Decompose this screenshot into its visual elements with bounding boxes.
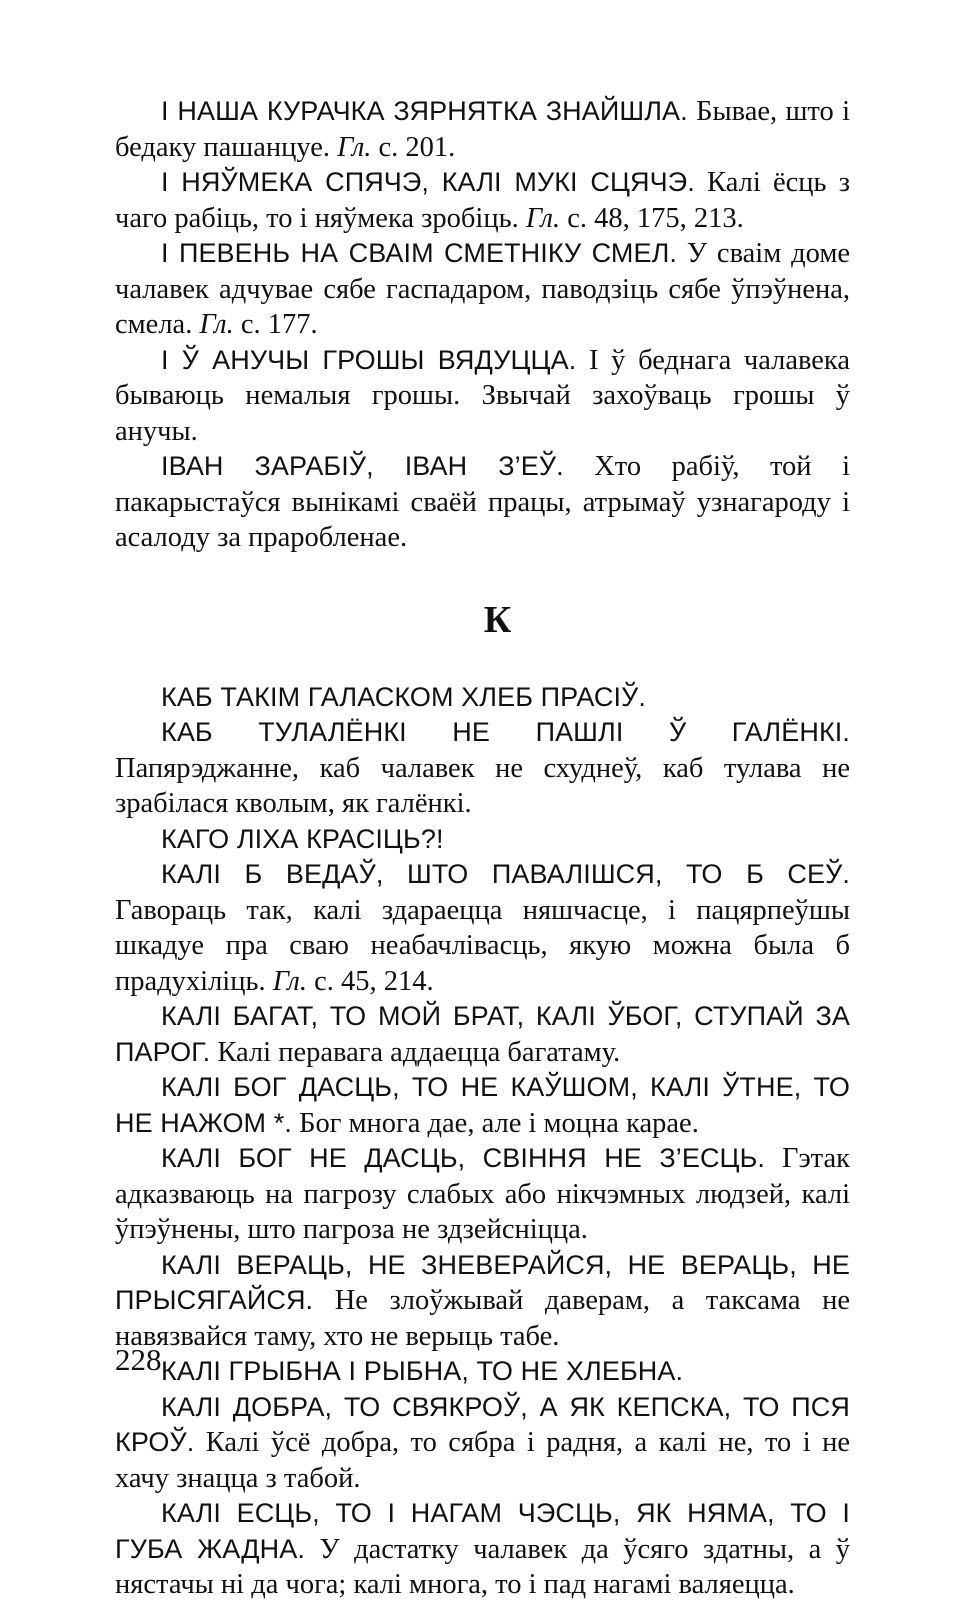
- entries-k: [115, 680, 850, 1603]
- entry-headword: КАЛІ БАГАТ, ТО МОЙ БРАТ, КАЛІ ЎБОГ, СТУПАЙ ЗА ПАРОГ.: [115, 1001, 850, 1067]
- entry-definition: Калі ўсё добра, то сябра і радня, а калі не, то і не хачу знацца з табой.: [115, 1427, 850, 1494]
- entry-headword: КАЛІ ВЕРАЦЬ, НЕ ЗНЕВЕРАЙСЯ, НЕ ВЕРАЦЬ, НЕ ПРЫСЯГАЙСЯ.: [115, 1249, 850, 1315]
- entry-headword: КАЛІ ЕСЦЬ, ТО І НАГАМ ЧЭСЦЬ, ЯК НЯМА, ТО І ГУБА ЖАДНА.: [115, 1498, 850, 1564]
- entry-headword: КАЛІ БОГ ДАСЦЬ, ТО НЕ КАЎШОМ, КАЛІ ЎТНЕ, ТО НЕ НАЖОМ *.: [115, 1072, 850, 1138]
- entry-cross-reference-pages: с. 45, 214.: [306, 965, 434, 997]
- entry-definition: Гэтак адказваюць на пагрозу слабых або нікчэмных людзей, калі ўпэўнены, што пагроза не здзейсніцца.: [115, 1143, 850, 1245]
- dictionary-entry: [115, 1070, 850, 1141]
- entry-cross-reference-label: Гл.: [199, 309, 234, 340]
- dictionary-entry: [115, 1496, 850, 1603]
- entry-definition: Бывае, што і бедаку пашанцуе.: [115, 96, 851, 163]
- dictionary-entry: [115, 1390, 850, 1497]
- dictionary-entry: [115, 857, 850, 999]
- entry-definition: У дастатку чалавек да ўсяго здатны, а ў нястачы ні да чога; калі многа, то і пад нагамі валяецца.: [115, 1533, 851, 1600]
- entry-cross-reference-pages: с. 48, 175, 213.: [560, 202, 744, 234]
- dictionary-entry: [115, 1354, 850, 1390]
- entry-headword: КАБ ТУЛАЛЁНКІ НЕ ПАШЛІ Ў ГАЛЁНКІ.: [161, 717, 850, 747]
- section-letter: К: [483, 598, 512, 641]
- entry-headword: І Ў АНУЧЫ ГРОШЫ ВЯДУЦЦА.: [161, 344, 577, 375]
- dictionary-entry: [115, 236, 850, 343]
- dictionary-page: [115, 94, 850, 1603]
- dictionary-entry: [115, 680, 850, 716]
- entry-headword: КАБ ТАКІМ ГАЛАСКОМ ХЛЕБ ПРАСІЎ.: [161, 681, 646, 712]
- entry-headword: КАЛІ ГРЫБНА І РЫБНА, ТО НЕ ХЛЕБНА.: [161, 1356, 684, 1386]
- entry-definition: Гавораць так, калі здараецца няшчасце, і пацярпеўшы шкадуе пра сваю неабачлівасць, якую можна была б прадухіліць.: [115, 894, 850, 997]
- entry-definition: Папярэджанне, каб чалавек не схуднеў, каб тулава не зрабілася кволым, як галёнкі.: [115, 752, 850, 819]
- entry-headword: КАЛІ ДОБРА, ТО СВЯКРОЎ, А ЯК КЕПСКА, ТО ПСЯ КРОЎ.: [115, 1391, 850, 1457]
- entry-definition: І ў беднага чалавека бываюць немалыя грошы. Звычай захоўваць грошы ў анучы.: [115, 344, 850, 447]
- entry-headword: І НАША КУРАЧКА ЗЯРНЯТКА ЗНАЙШЛА.: [161, 96, 688, 126]
- dictionary-entry: [115, 165, 850, 236]
- entry-definition: Бог многа дае, але і моцна карае.: [291, 1107, 699, 1139]
- entry-cross-reference-pages: с. 177.: [233, 309, 318, 340]
- dictionary-entry: [115, 343, 850, 450]
- entry-headword: І ПЕВЕНЬ НА СВАІМ СМЕТНІКУ СМЕЛ.: [161, 238, 677, 268]
- dictionary-entry: [115, 715, 850, 822]
- page-number: 228: [115, 1342, 162, 1377]
- entry-cross-reference-label: Гл.: [272, 965, 307, 997]
- dictionary-entry: [115, 822, 850, 858]
- entry-cross-reference-pages: с. 201.: [371, 131, 456, 163]
- dictionary-entry: [115, 94, 850, 165]
- entry-definition: Хто рабіў, той і пакарыстаўся вынікамі сваёй працы, атрымаў узнагароду і асалоду за праробленае.: [115, 451, 850, 553]
- entry-definition: У сваім доме чалавек адчувае сябе гаспадаром, паводзіць сябе ўпэўнена, смела.: [115, 238, 851, 340]
- entries-i: [115, 94, 850, 556]
- entry-cross-reference-label: Гл.: [525, 202, 561, 234]
- entry-headword: І НЯЎМЕКА СПЯЧЭ, КАЛІ МУКІ СЦЯЧЭ.: [161, 167, 695, 197]
- entry-headword: КАЛІ БОГ НЕ ДАСЦЬ, СВІННЯ НЕ З’ЕСЦЬ.: [161, 1143, 766, 1173]
- entry-definition: Не злоўжывай даверам, а таксама не навязвайся таму, хто не верыць табе.: [115, 1285, 850, 1352]
- dictionary-entry: [115, 1141, 850, 1248]
- entry-headword: КАЛІ Б ВЕДАЎ, ШТО ПАВАЛІШСЯ, ТО Б СЕЎ.: [161, 859, 850, 889]
- dictionary-entry: [115, 449, 850, 556]
- entry-definition: Калі ёсць з чаго рабіць, то і няўмека зробіць.: [115, 167, 850, 234]
- entry-definition: Калі перавага аддаецца багатаму.: [210, 1036, 621, 1068]
- entry-headword: КАГО ЛІХА КРАСІЦЬ?!: [161, 823, 444, 854]
- entry-cross-reference-label: Гл.: [337, 131, 372, 163]
- entry-headword: ІВАН ЗАРАБІЎ, ІВАН З’ЕЎ.: [161, 451, 564, 481]
- dictionary-entry: [115, 999, 850, 1070]
- dictionary-entry: [115, 1248, 850, 1355]
